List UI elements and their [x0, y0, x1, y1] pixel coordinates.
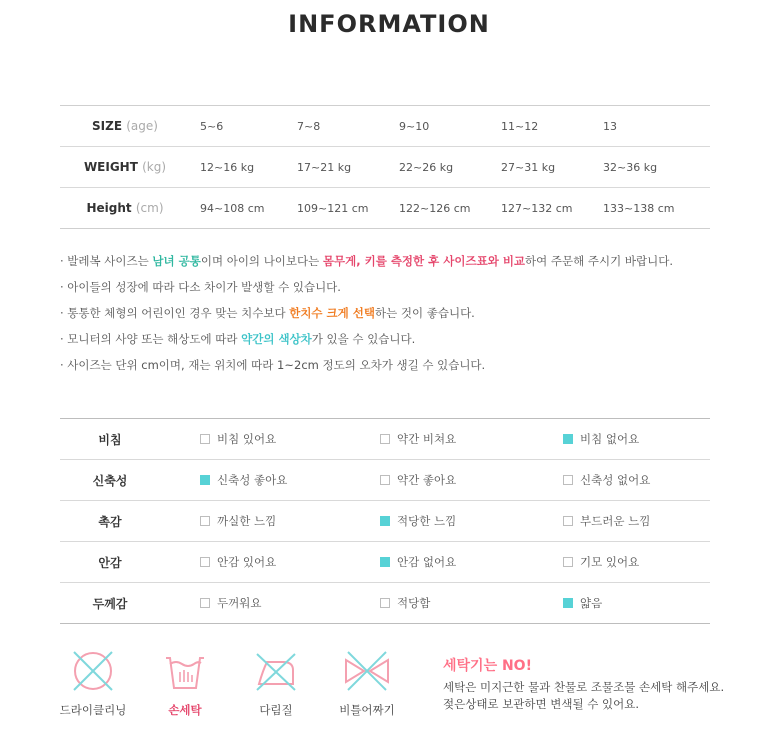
checkbox-icon [563, 557, 573, 567]
table-row [60, 106, 710, 147]
row-label: 두께감 [92, 596, 128, 611]
note-line [60, 330, 740, 356]
option [563, 431, 703, 447]
table-row [60, 188, 710, 229]
table-cell: 133~138 cm [603, 201, 675, 215]
table-cell: 32~36 kg [603, 160, 658, 174]
row-header [60, 201, 190, 215]
wash-description-line: 세탁은 미지근한 물과 찬물로 조물조물 손세탁 해주세요. [443, 680, 725, 694]
note-text: · 통통한 체형의 어린이인 경우 맞는 치수보다 [60, 306, 290, 320]
care-item [327, 648, 407, 718]
table-row [60, 542, 710, 583]
page-title: INFORMATION [288, 10, 490, 38]
checkbox-icon [200, 475, 210, 485]
checkbox-icon [380, 598, 390, 608]
note-text: · 모니터의 사양 또는 해상도에 따라 [60, 332, 242, 346]
option [380, 513, 563, 529]
care-item [145, 648, 225, 718]
note-highlight: 약간의 색상차 [241, 332, 312, 346]
table-cell: 27~31 kg [501, 160, 556, 174]
care-item [53, 648, 133, 718]
checkbox-icon [563, 475, 573, 485]
dry-clean-prohibited-icon [70, 648, 116, 694]
option-label: 약간 비쳐요 [397, 432, 457, 446]
row-unit: (kg) [142, 160, 167, 174]
care-label: 손세탁 [168, 703, 202, 717]
row-label: Height [86, 201, 132, 215]
checkbox-icon [200, 557, 210, 567]
checkbox-icon [380, 516, 390, 526]
fabric-table [60, 418, 710, 624]
wring-prohibited-icon [342, 648, 392, 694]
checkbox-icon [380, 475, 390, 485]
option [563, 513, 703, 529]
checkbox-icon [563, 598, 573, 608]
iron-prohibited-icon [253, 648, 299, 694]
note-text: 이며 아이의 나이보다는 [200, 254, 323, 268]
table-cell: 17~21 kg [297, 160, 352, 174]
note-line: · 사이즈는 단위 cm이며, 재는 위치에 따라 1~2cm 정도의 오차가 생길 수 있습니다. [60, 358, 486, 372]
option [200, 513, 380, 529]
size-table [60, 105, 710, 229]
table-row [60, 501, 710, 542]
hand-wash-icon [162, 648, 208, 694]
row-label: 신축성 [92, 473, 128, 488]
option [563, 595, 703, 611]
care-label: 비틀어짜기 [339, 703, 395, 717]
table-row [60, 147, 710, 188]
table-cell: 5~6 [200, 119, 224, 133]
wash-description-line: 젖은상태로 보관하면 변색될 수 있어요. [443, 697, 640, 711]
row-label: 안감 [98, 555, 122, 570]
row-label: WEIGHT [83, 160, 138, 174]
note-line [60, 304, 740, 330]
option-label: 신축성 없어요 [580, 473, 651, 487]
table-cell: 7~8 [297, 119, 321, 133]
note-highlight: 몸무게, 키를 측정한 후 사이즈표와 비교 [322, 254, 526, 268]
option-label: 비침 없어요 [580, 432, 640, 446]
option-label: 신축성 좋아요 [217, 473, 288, 487]
option [380, 431, 563, 447]
note-highlight: 한치수 크게 선택 [289, 306, 375, 320]
care-label: 다림질 [259, 703, 293, 717]
option-label: 까실한 느낌 [217, 514, 277, 528]
note-highlight: 남녀 공통 [152, 254, 201, 268]
note-line [60, 252, 740, 278]
row-label: 비침 [98, 432, 122, 447]
wash-warning-title: 세탁기는 NO! [443, 658, 532, 674]
table-cell: 22~26 kg [399, 160, 454, 174]
wash-description [443, 679, 763, 713]
option-label: 부드러운 느낌 [580, 514, 651, 528]
option [563, 554, 703, 570]
table-cell: 109~121 cm [297, 201, 369, 215]
row-header [60, 119, 190, 133]
option [380, 595, 563, 611]
row-label: SIZE [92, 119, 123, 133]
option-label: 두꺼워요 [217, 596, 262, 610]
option-label: 얇음 [580, 596, 603, 610]
checkbox-icon [200, 434, 210, 444]
note-text: 가 있을 수 있습니다. [311, 332, 416, 346]
option [200, 472, 380, 488]
option-label: 안감 없어요 [397, 555, 457, 569]
option-label: 안감 있어요 [217, 555, 277, 569]
note-text: 하여 주문해 주시기 바랍니다. [525, 254, 673, 268]
checkbox-icon [563, 434, 573, 444]
option-label: 적당함 [397, 596, 431, 610]
option [200, 431, 380, 447]
table-row [60, 419, 710, 460]
option-label: 약간 좋아요 [397, 473, 457, 487]
row-unit: (age) [126, 119, 158, 133]
table-cell: 9~10 [399, 119, 430, 133]
table-cell: 94~108 cm [200, 201, 265, 215]
option-label: 기모 있어요 [580, 555, 640, 569]
row-unit: (cm) [135, 201, 164, 215]
checkbox-icon [563, 516, 573, 526]
option [200, 554, 380, 570]
table-cell: 122~126 cm [399, 201, 471, 215]
table-cell: 13 [603, 119, 617, 133]
option [380, 472, 563, 488]
note-line: · 아이들의 성장에 따라 다소 차이가 발생할 수 있습니다. [60, 280, 341, 294]
checkbox-icon [380, 434, 390, 444]
table-cell: 11~12 [501, 119, 539, 133]
option [563, 472, 703, 488]
care-item [236, 648, 316, 718]
table-cell: 12~16 kg [200, 160, 255, 174]
option-label: 적당한 느낌 [397, 514, 457, 528]
note-text: · 발레복 사이즈는 [60, 254, 153, 268]
size-notes [60, 252, 740, 382]
option [200, 595, 380, 611]
checkbox-icon [200, 598, 210, 608]
note-text: 하는 것이 좋습니다. [375, 306, 475, 320]
option-label: 비침 있어요 [217, 432, 277, 446]
checkbox-icon [380, 557, 390, 567]
option [380, 554, 563, 570]
table-row [60, 583, 710, 624]
care-label: 드라이클리닝 [59, 703, 127, 717]
row-header [60, 160, 190, 174]
row-label: 촉감 [98, 514, 122, 529]
table-cell: 127~132 cm [501, 201, 573, 215]
table-row [60, 460, 710, 501]
checkbox-icon [200, 516, 210, 526]
